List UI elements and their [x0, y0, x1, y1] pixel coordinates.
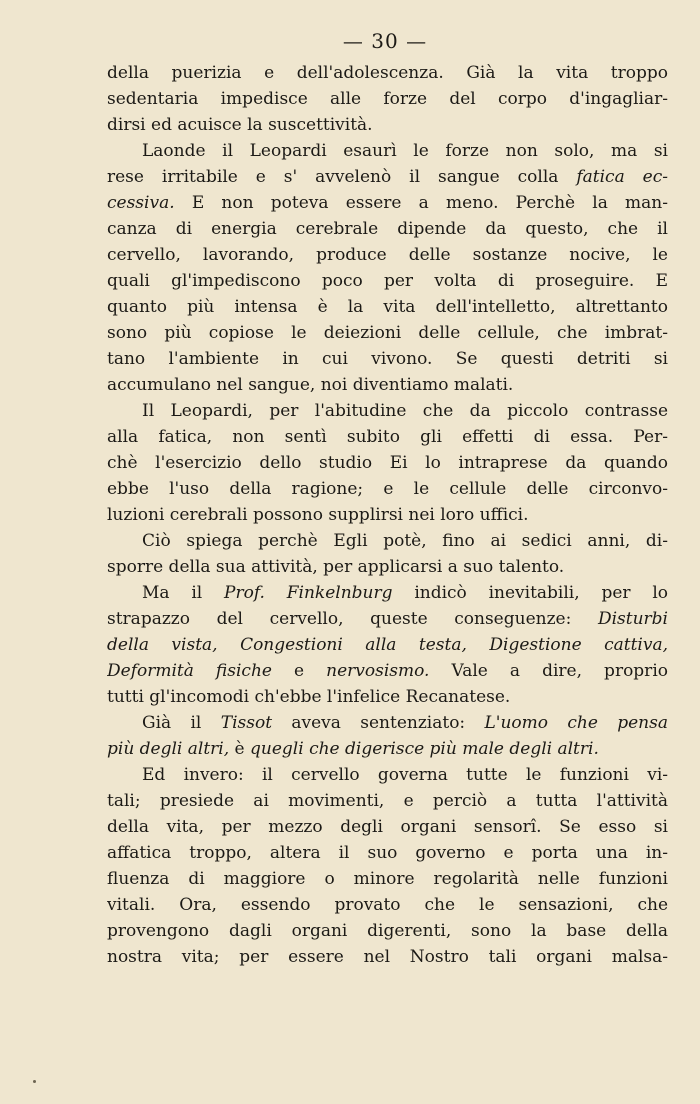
- text-line: sedentaria impedisce alle forze del corpo d'ingagliar-: [107, 89, 668, 109]
- text-line: tano l'ambiente in cui vivono. Se questi detriti si: [107, 349, 668, 369]
- text-line: chè l'esercizio dello studio Ei lo intraprese da quando: [107, 453, 668, 473]
- text-line: più degli altri, è quegli che digerisce più male degli altri.: [107, 739, 599, 759]
- text-line: ebbe l'uso della ragione; e le cellule delle circonvo-: [107, 479, 668, 499]
- text-line: Già il Tissot aveva sentenziato: L'uomo che pensa: [142, 713, 668, 733]
- text-line: fluenza di maggiore o minore regolarità nelle funzioni: [107, 869, 668, 889]
- text-line: Il Leopardi, per l'abitudine che da piccolo contrasse: [142, 401, 668, 421]
- text-line: cervello, lavorando, produce delle sostanze nocive, le: [107, 245, 668, 265]
- text-line: canza di energia cerebrale dipende da questo, che il: [107, 219, 668, 239]
- text-line: rese irritabile e s' avvelenò il sangue colla fatica ec-: [107, 167, 668, 187]
- text-line: cessiva. E non poteva essere a meno. Perchè la man-: [107, 193, 668, 213]
- text-line: Deformità fisiche e nervosismo. Vale a dire, proprio: [107, 661, 668, 681]
- text-line: tali; presiede ai movimenti, e perciò a tutta l'attività: [107, 791, 668, 811]
- text-line: sporre della sua attività, per applicarsi a suo talento.: [107, 557, 565, 577]
- text-line: della vita, per mezzo degli organi sensorî. Se esso si: [107, 817, 668, 837]
- paper-speck: [33, 1080, 36, 1083]
- text-line: Ma il Prof. Finkelnburg indicò inevitabili, per lo: [142, 583, 668, 603]
- text-line: affatica troppo, altera il suo governo e porta una in-: [107, 843, 668, 863]
- text-line: sono più copiose le deiezioni delle cellule, che imbrat-: [107, 323, 668, 343]
- text-line: quanto più intensa è la vita dell'intelletto, altrettanto: [107, 297, 668, 317]
- text-line: quali gl'impediscono poco per volta di proseguire. E: [107, 271, 668, 291]
- text-line: Ed invero: il cervello governa tutte le funzioni vi-: [142, 765, 668, 785]
- text-line: luzioni cerebrali possono supplirsi nei loro uffici.: [107, 505, 529, 525]
- text-line: della puerizia e dell'adolescenza. Già la vita troppo: [107, 63, 668, 83]
- body-text: [107, 60, 668, 970]
- text-line: vitali. Ora, essendo provato che le sensazioni, che: [107, 895, 668, 915]
- text-line: accumulano nel sangue, noi diventiamo malati.: [107, 375, 514, 395]
- text-line: provengono dagli organi digerenti, sono la base della: [107, 921, 668, 941]
- text-line: nostra vita; per essere nel Nostro tali organi malsa-: [107, 947, 668, 967]
- text-line: alla fatica, non sentì subito gli effetti di essa. Per-: [107, 427, 668, 447]
- page-number: — 30 —: [342, 29, 428, 53]
- text-line: della vista, Congestioni alla testa, Digestione cattiva,: [107, 635, 668, 655]
- text-line: strapazzo del cervello, queste conseguenze: Disturbi: [107, 609, 668, 629]
- text-line: Ciò spiega perchè Egli potè, fino ai sedici anni, di-: [142, 531, 668, 551]
- text-line: tutti gl'incomodi ch'ebbe l'infelice Recanatese.: [107, 687, 511, 707]
- text-line: dirsi ed acuisce la suscettività.: [107, 115, 373, 135]
- text-line: Laonde il Leopardi esaurì le forze non solo, ma si: [142, 141, 668, 161]
